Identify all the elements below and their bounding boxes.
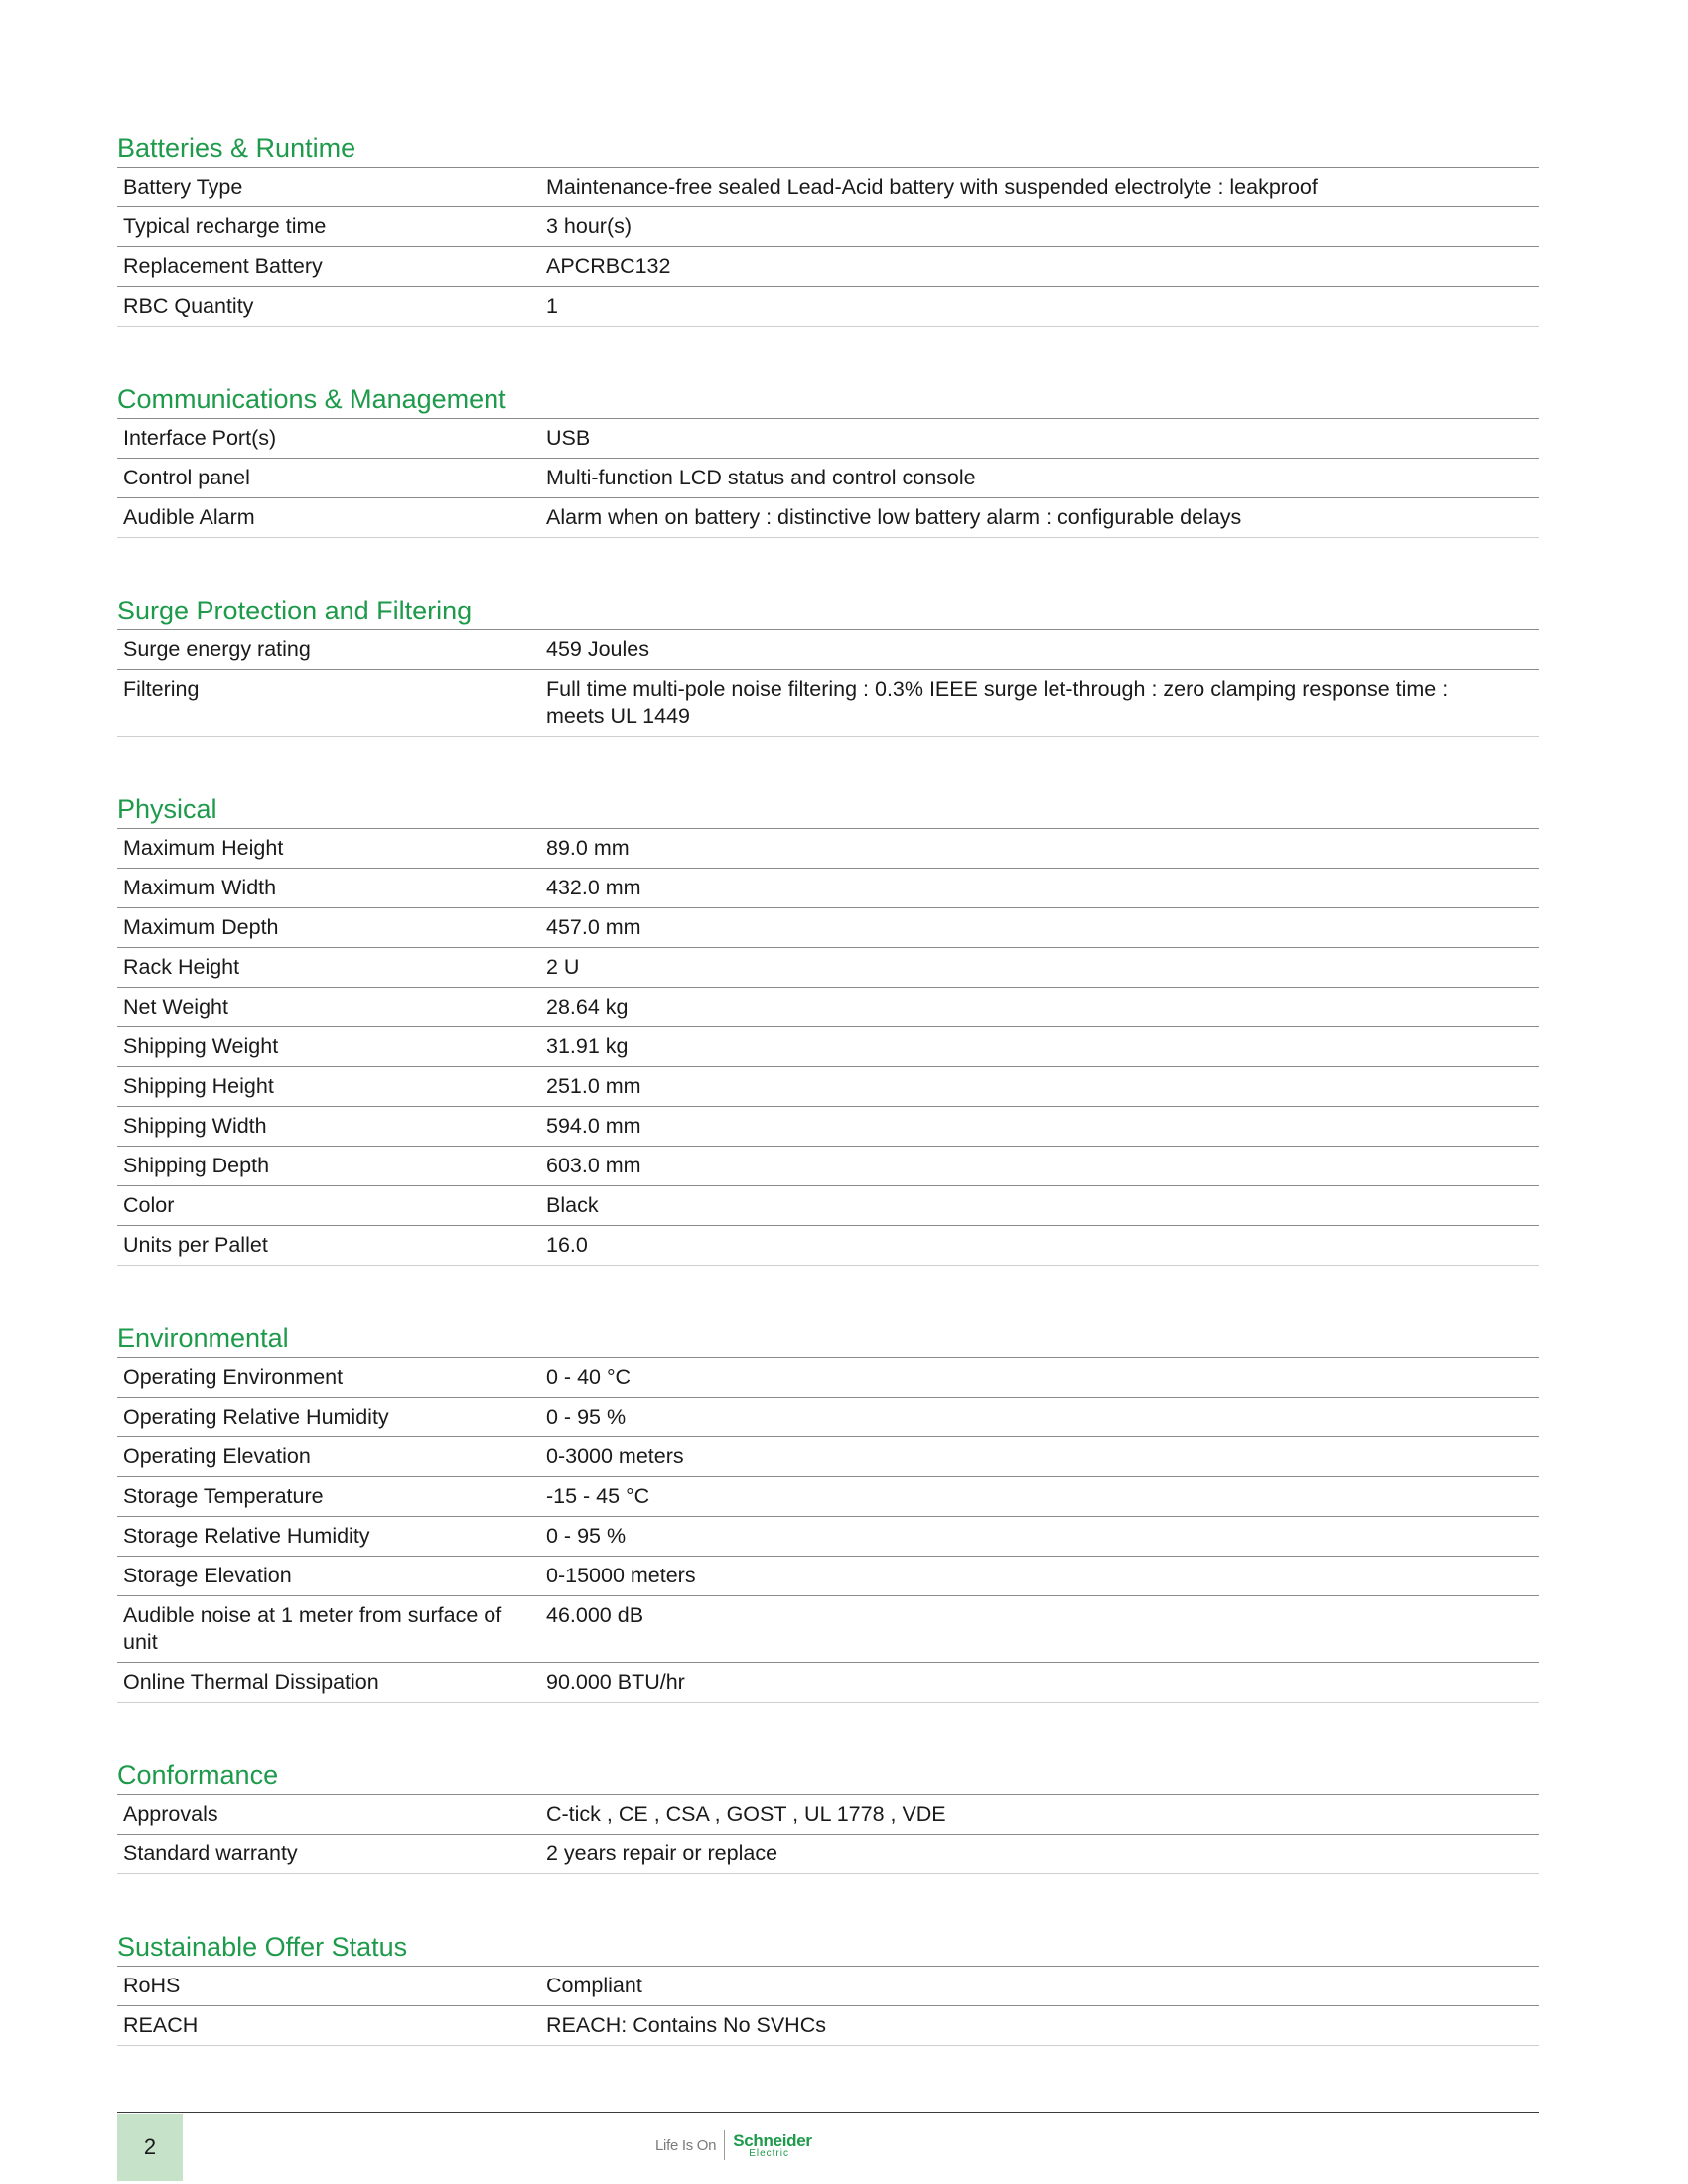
spec-label: Surge energy rating [123,637,311,661]
spec-value: REACH: Contains No SVHCs [546,2013,826,2037]
spec-label: Audible Alarm [123,505,255,529]
spec-label: Shipping Weight [123,1034,279,1058]
spec-label: RBC Quantity [123,294,254,318]
spec-value: Multi-function LCD status and control console [546,466,976,489]
spec-value: 603.0 mm [546,1154,641,1177]
spec-value: USB [546,426,591,450]
spec-value: Full time multi-pole noise filtering : 0.3% IEEE surge let-through : zero clamping response time : meets UL 1449 [546,677,1449,728]
spec-row [117,459,1539,498]
spec-row [117,908,1539,948]
section-title: Physical [117,792,1539,829]
section-title: Communications & Management [117,382,1539,419]
spec-value: 432.0 mm [546,876,641,899]
spec-row [117,2006,1539,2046]
spec-label: Net Weight [123,995,228,1019]
spec-label: Battery Type [123,175,243,199]
spec-value: 1 [546,294,558,318]
spec-section [117,594,1539,737]
spec-value: 0-3000 meters [546,1444,684,1468]
spec-label: Storage Elevation [123,1564,292,1587]
spec-row [117,247,1539,287]
spec-value: 31.91 kg [546,1034,629,1058]
spec-value: 89.0 mm [546,836,630,860]
spec-value: 0 - 40 °C [546,1365,632,1389]
spec-label: Shipping Height [123,1074,274,1098]
spec-row [117,1186,1539,1226]
spec-label: Operating Relative Humidity [123,1405,389,1429]
spec-label: Storage Temperature [123,1484,324,1508]
spec-row [117,1398,1539,1437]
spec-value: 16.0 [546,1233,588,1257]
spec-section [117,1321,1539,1703]
spec-row [117,1596,1539,1663]
spec-value: 90.000 BTU/hr [546,1670,685,1694]
spec-value: 2 U [546,955,580,979]
spec-label: Operating Environment [123,1365,344,1389]
spec-row [117,670,1539,737]
spec-row [117,498,1539,538]
spec-value: 0-15000 meters [546,1564,696,1587]
spec-label: Interface Port(s) [123,426,277,450]
spec-label: Shipping Depth [123,1154,270,1177]
spec-value: Maintenance-free sealed Lead-Acid battery with suspended electrolyte : leakproof [546,175,1318,199]
spec-row [117,1517,1539,1557]
spec-row [117,1226,1539,1266]
spec-row [117,1795,1539,1835]
life-is-on-tagline: Life Is On [655,2136,717,2154]
spec-value: 0 - 95 % [546,1524,627,1548]
spec-label: Maximum Depth [123,915,279,939]
spec-row [117,948,1539,988]
spec-row [117,1067,1539,1107]
brand-footer [655,2127,812,2163]
spec-row [117,287,1539,327]
spec-label: Operating Elevation [123,1444,311,1468]
spec-label: Rack Height [123,955,240,979]
spec-row [117,1663,1539,1703]
schneider-electric-logo: Schneider Electric [733,2130,812,2159]
spec-row [117,207,1539,247]
spec-label: Standard warranty [123,1842,298,1865]
section-title: Sustainable Offer Status [117,1930,1539,1967]
footer-divider [117,2112,1539,2113]
spec-value: Compliant [546,1974,642,1997]
spec-row [117,168,1539,207]
spec-row [117,419,1539,459]
spec-label: Maximum Height [123,836,284,860]
spec-value: C-tick , CE , CSA , GOST , UL 1778 , VDE [546,1802,946,1826]
spec-value: 594.0 mm [546,1114,641,1138]
spec-label: RoHS [123,1974,181,1997]
spec-section [117,792,1539,1266]
spec-row [117,1437,1539,1477]
spec-section [117,1930,1539,2046]
spec-value: 251.0 mm [546,1074,641,1098]
spec-section [117,131,1539,327]
brand-separator [724,2130,725,2160]
spec-label: Replacement Battery [123,254,323,278]
spec-value: Black [546,1193,599,1217]
spec-row [117,988,1539,1027]
spec-label: Filtering [123,677,200,701]
section-title: Batteries & Runtime [117,131,1539,168]
spec-row [117,869,1539,908]
page-number: 2 [117,2114,183,2181]
spec-row [117,829,1539,869]
spec-row [117,1557,1539,1596]
spec-value: 0 - 95 % [546,1405,627,1429]
spec-value: -15 - 45 °C [546,1484,650,1508]
spec-label: Shipping Width [123,1114,267,1138]
section-title: Surge Protection and Filtering [117,594,1539,630]
spec-value: 2 years repair or replace [546,1842,778,1865]
spec-row [117,1477,1539,1517]
spec-row [117,1967,1539,2006]
spec-label: REACH [123,2013,199,2037]
spec-value: 28.64 kg [546,995,629,1019]
section-title: Conformance [117,1758,1539,1795]
spec-row [117,1107,1539,1147]
spec-label: Audible noise at 1 meter from surface of unit [123,1603,502,1654]
spec-label: Maximum Width [123,876,277,899]
spec-value: 457.0 mm [546,915,641,939]
spec-value: 3 hour(s) [546,214,633,238]
spec-label: Units per Pallet [123,1233,268,1257]
spec-label: Color [123,1193,175,1217]
spec-label: Approvals [123,1802,218,1826]
spec-content [117,131,1539,2102]
spec-value: 459 Joules [546,637,649,661]
spec-value: APCRBC132 [546,254,671,278]
spec-label: Storage Relative Humidity [123,1524,370,1548]
spec-row [117,630,1539,670]
spec-label: Online Thermal Dissipation [123,1670,379,1694]
spec-value: Alarm when on battery : distinctive low battery alarm : configurable delays [546,505,1242,529]
spec-row [117,1358,1539,1398]
spec-row [117,1147,1539,1186]
spec-value: 46.000 dB [546,1603,644,1627]
spec-row [117,1027,1539,1067]
spec-label: Typical recharge time [123,214,327,238]
section-title: Environmental [117,1321,1539,1358]
spec-section [117,1758,1539,1874]
spec-label: Control panel [123,466,250,489]
spec-row [117,1835,1539,1874]
spec-section [117,382,1539,538]
